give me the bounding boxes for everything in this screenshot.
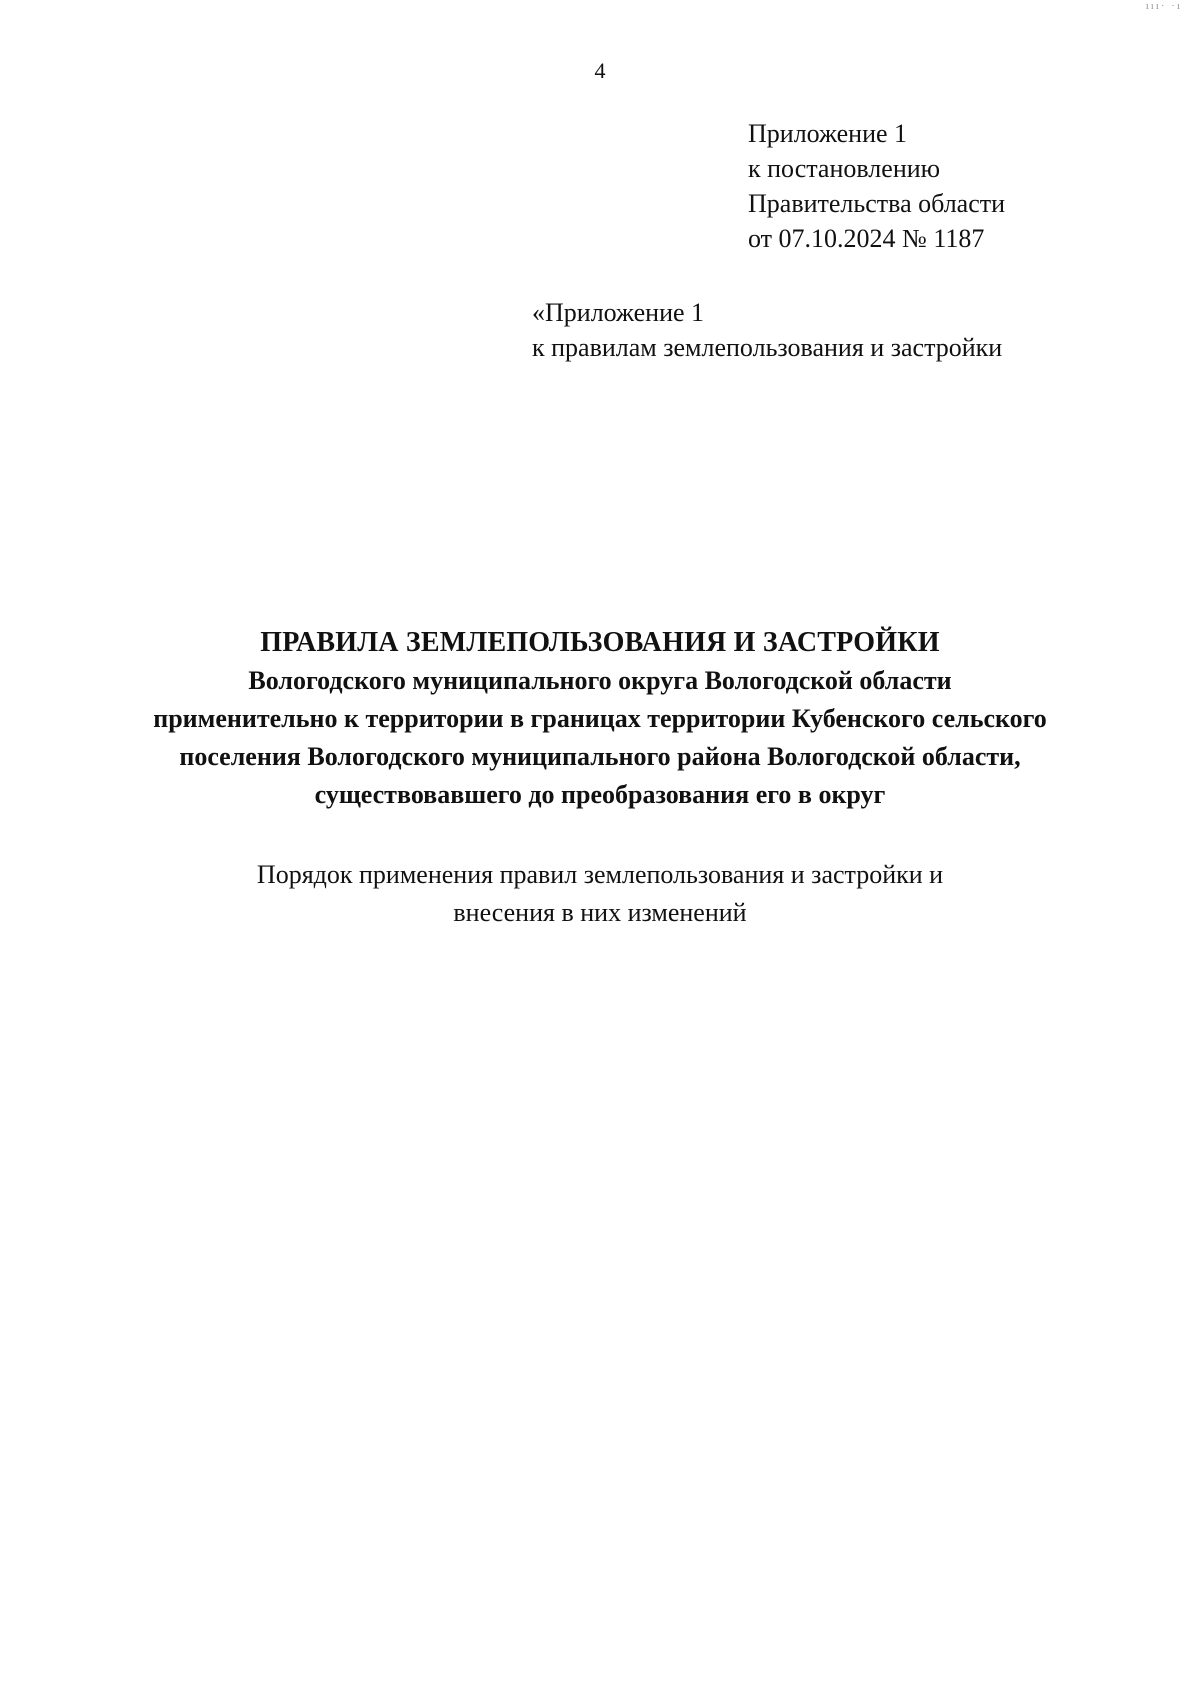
appendix-line: Приложение 1: [748, 119, 908, 148]
sub-appendix-reference: [532, 295, 1002, 365]
document-subtitle-line: применительно к территории в границах территории Кубенского сельского: [153, 704, 1047, 733]
document-subtitle-line: поселения Вологодского муниципального района Вологодской области,: [179, 742, 1021, 771]
document-subtitle-line: существовавшего до преобразования его в округ: [314, 780, 886, 809]
page-number: 4: [594, 58, 606, 83]
document-title-block: [0, 624, 1200, 814]
appendix-line: Правительства области: [748, 189, 1006, 218]
document-subtitle-line: Вологодского муниципального округа Вологодской области: [248, 666, 952, 695]
scan-corner-mark: ııı· ·ı: [1145, 0, 1182, 12]
appendix-line: от 07.10.2024 № 1187: [748, 224, 985, 253]
sub-appendix-line: «Приложение 1: [532, 298, 705, 327]
sub-appendix-line: к правилам землепользования и застройки: [532, 333, 1003, 362]
appendix-line: к постановлению: [748, 154, 941, 183]
appendix-reference: [748, 116, 1005, 256]
document-title: ПРАВИЛА ЗЕМЛЕПОЛЬЗОВАНИЯ И ЗАСТРОЙКИ: [260, 627, 940, 658]
section-heading: [0, 856, 1200, 932]
section-heading-line: внесения в них изменений: [453, 898, 747, 927]
section-heading-line: Порядок применения правил землепользования и застройки и: [256, 860, 944, 889]
